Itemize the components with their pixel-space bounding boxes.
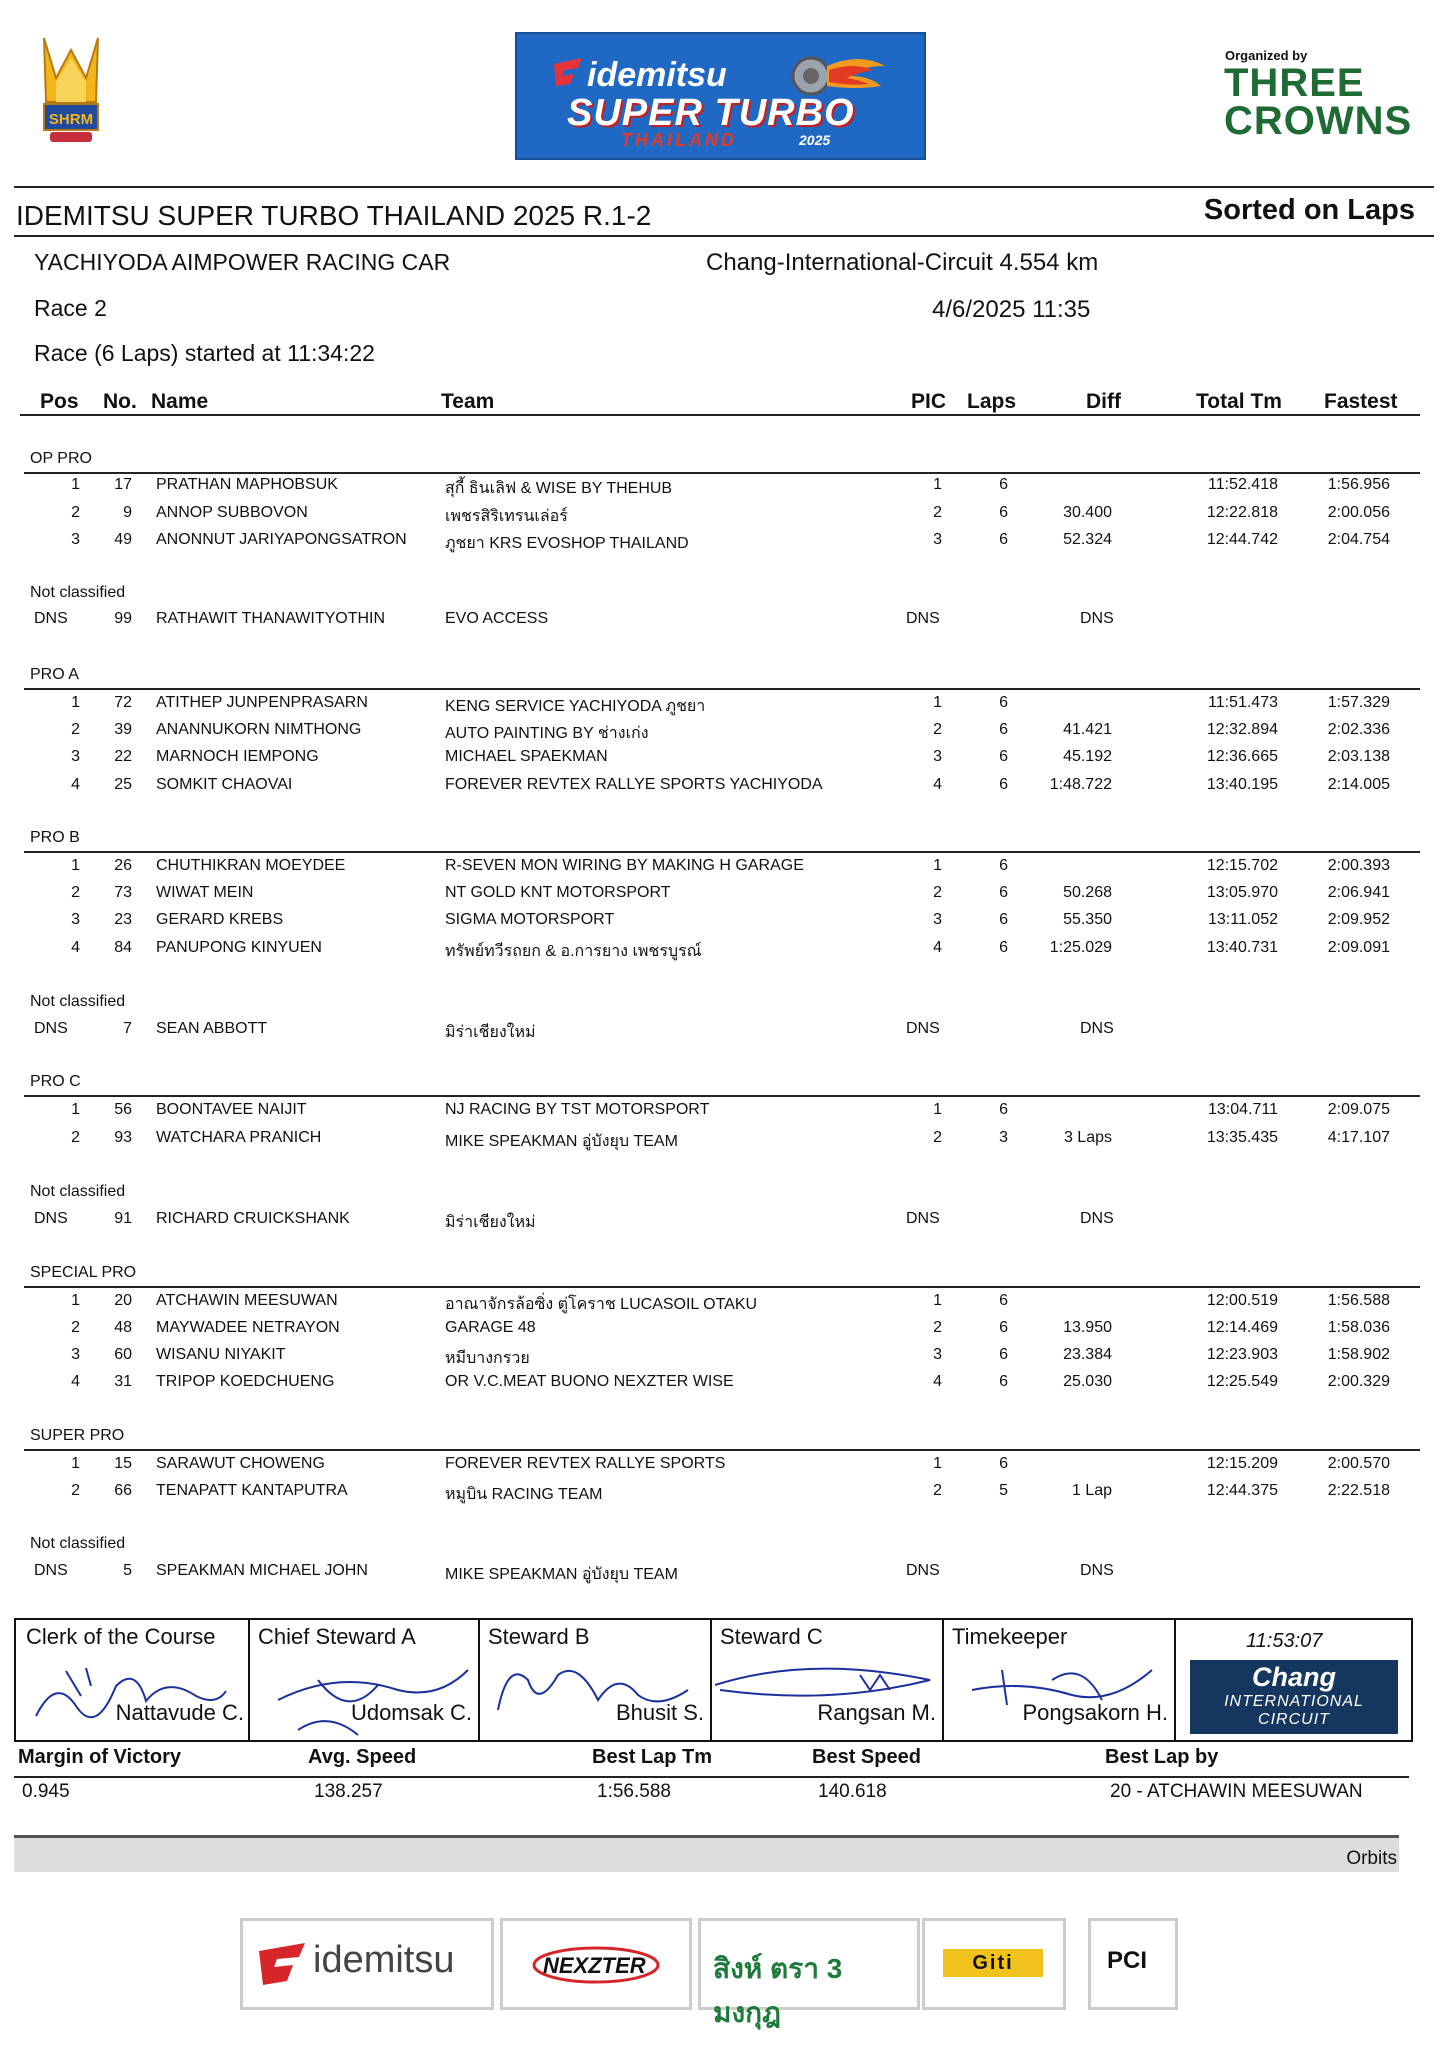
- group-rule: [24, 472, 1420, 474]
- cell-team: R-SEVEN MON WIRING BY MAKING H GARAGE: [445, 857, 804, 874]
- cell-fastest: 2:09.952: [1327, 911, 1390, 928]
- idemitsu-mark-icon: [552, 56, 584, 88]
- cell-pos: 1: [71, 476, 80, 493]
- cell-total: 12:00.519: [1206, 1292, 1278, 1309]
- group-rule: [24, 1449, 1420, 1451]
- cell-fastest: 2:03.138: [1327, 748, 1390, 765]
- cell-pic: DNS: [906, 610, 940, 627]
- cell-pos: 1: [71, 1101, 80, 1118]
- footer-bar: [14, 1838, 1399, 1872]
- cell-pos: 3: [71, 531, 80, 548]
- cell-name: RATHAWIT THANAWITYOTHIN: [156, 610, 386, 627]
- cell-total: 13:11.052: [1208, 911, 1278, 928]
- cell-no: 26: [114, 857, 132, 874]
- cell-total: 12:44.375: [1206, 1482, 1278, 1499]
- cell-fastest: 2:04.754: [1327, 531, 1390, 548]
- cell-pos: DNS: [34, 1210, 68, 1227]
- official-name: Udomsak C.: [350, 1700, 472, 1725]
- cell-team: KENG SERVICE YACHIYODA ภูชยา: [445, 698, 706, 715]
- cell-pic: 3: [933, 1346, 942, 1363]
- officials-box: [14, 1618, 1413, 1742]
- col-pic: PIC: [911, 390, 947, 413]
- cell-no: 5: [123, 1562, 132, 1579]
- signature-scribble-chief-steward: [258, 1650, 478, 1740]
- cell-pic: 1: [933, 1101, 942, 1118]
- cell-laps: 6: [999, 1455, 1008, 1472]
- cell-no: 56: [114, 1101, 132, 1118]
- cell-pos: 2: [71, 504, 80, 521]
- cell-name: PANUPONG KINYUEN: [156, 939, 322, 956]
- cell-no: 66: [114, 1482, 132, 1499]
- cell-pos: 1: [71, 1292, 80, 1309]
- cell-no: 23: [114, 911, 132, 928]
- cell-pic: 4: [933, 776, 942, 793]
- cell-total: 12:15.209: [1206, 1455, 1278, 1472]
- summary-rule: [14, 1776, 1409, 1778]
- sponsor-name: idemitsu: [313, 1939, 455, 1981]
- cell-name: BOONTAVEE NAIJIT: [156, 1101, 307, 1118]
- race-date: 4/6/2025 11:35: [932, 296, 1091, 323]
- col-fastest: Fastest: [1324, 390, 1398, 413]
- orbits-brand: Orbits: [1346, 1848, 1397, 1869]
- cell-team: ภูชยา KRS EVOSHOP THAILAND: [445, 535, 689, 552]
- cell-name: MAYWADEE NETRAYON: [156, 1319, 340, 1336]
- col-total: Total Tm: [1196, 390, 1282, 413]
- cell-diff: 55.350: [1063, 911, 1112, 928]
- cell-pos: DNS: [34, 610, 68, 627]
- cell-laps: 6: [999, 911, 1008, 928]
- cell-name: ANONNUT JARIYAPONGSATRON: [156, 531, 407, 548]
- cell-diff: DNS: [1080, 1020, 1114, 1037]
- cell-total: 12:36.665: [1206, 748, 1278, 765]
- circuit-name: Chang-International-Circuit 4.554 km: [706, 249, 1099, 276]
- cell-diff: DNS: [1080, 610, 1114, 627]
- cell-pos: 1: [71, 694, 80, 711]
- cell-team: MIKE SPEAKMAN อู่บังยุบ TEAM: [445, 1566, 678, 1583]
- official-name: Bhusit S.: [615, 1700, 704, 1725]
- sponsor-nexzter: [500, 1918, 692, 2010]
- cell-pos: 4: [71, 776, 80, 793]
- cell-fastest: 4:17.107: [1327, 1129, 1390, 1146]
- cell-laps: 6: [999, 1101, 1008, 1118]
- cell-pos: 2: [71, 1319, 80, 1336]
- cell-laps: 6: [999, 857, 1008, 874]
- cell-total: 13:40.195: [1206, 776, 1278, 793]
- column-header-rule: [20, 414, 1420, 416]
- cell-pic: 1: [933, 857, 942, 874]
- official-name: Pongsakorn H.: [1022, 1700, 1168, 1725]
- cell-name: GERARD KREBS: [156, 911, 284, 928]
- cell-team: MICHAEL SPAEKMAN: [445, 748, 608, 765]
- cell-pos: 2: [71, 721, 80, 738]
- cell-diff: 41.421: [1063, 721, 1112, 738]
- cell-pic: 1: [933, 476, 942, 493]
- cell-total: 12:22.818: [1206, 504, 1278, 521]
- cell-team: OR V.C.MEAT BUONO NEXZTER WISE: [445, 1373, 734, 1390]
- cell-fastest: 1:58.036: [1327, 1319, 1390, 1336]
- cell-fastest: 1:56.588: [1327, 1292, 1390, 1309]
- cell-diff: 1 Lap: [1071, 1482, 1112, 1499]
- shrm-logo: [38, 32, 104, 148]
- group-label: PRO B: [30, 829, 80, 846]
- not-classified-label: Not classified: [30, 1535, 126, 1552]
- cell-name: RICHARD CRUICKSHANK: [156, 1210, 350, 1227]
- not-classified-label: Not classified: [30, 584, 126, 601]
- cell-pic: 3: [933, 748, 942, 765]
- cell-fastest: 2:00.570: [1327, 1455, 1390, 1472]
- cell-fastest: 2:00.329: [1327, 1373, 1390, 1390]
- group-rule: [24, 1286, 1420, 1288]
- chang-logo-line1: INTERNATIONAL: [1224, 1693, 1364, 1710]
- group-label: PRO C: [30, 1073, 81, 1090]
- cell-name: ANANNUKORN NIMTHONG: [156, 721, 362, 738]
- cell-total: 11:52.418: [1208, 476, 1278, 493]
- cell-diff: 30.400: [1063, 504, 1112, 521]
- cell-laps: 6: [999, 1292, 1008, 1309]
- col-diff: Diff: [1086, 390, 1121, 413]
- cell-pic: 4: [933, 1373, 942, 1390]
- best-lap-by-value: 20 - ATCHAWIN MEESUWAN: [1110, 1781, 1363, 1802]
- cell-pos: 4: [71, 1373, 80, 1390]
- col-laps: Laps: [967, 390, 1017, 413]
- sponsor-name: Giti: [972, 1952, 1014, 1974]
- col-team: Team: [441, 390, 495, 413]
- sponsor-name: NEXZTER: [543, 1953, 646, 1978]
- avg-speed-value: 138.257: [314, 1781, 383, 1802]
- cell-fastest: 2:09.091: [1327, 939, 1390, 956]
- cell-pic: DNS: [906, 1020, 940, 1037]
- cell-name: TRIPOP KOEDCHUENG: [156, 1373, 335, 1390]
- cell-name: SARAWUT CHOWENG: [156, 1455, 325, 1472]
- race-label: Race 2: [34, 295, 107, 321]
- cell-no: 73: [114, 884, 132, 901]
- race-info: Race (6 Laps) started at 11:34:22: [34, 340, 375, 366]
- cell-diff: 52.324: [1063, 531, 1112, 548]
- thailand-text: THAILAND: [621, 130, 737, 150]
- group-label: PRO A: [30, 666, 79, 683]
- cell-name: SOMKIT CHAOVAI: [156, 776, 293, 793]
- col-pos: Pos: [40, 390, 79, 413]
- cell-team: NJ RACING BY TST MOTORSPORT: [445, 1101, 710, 1118]
- organized-by-label: Organized by: [1225, 48, 1308, 63]
- cell-diff: 23.384: [1063, 1346, 1112, 1363]
- title-rule: [14, 235, 1434, 237]
- cell-pos: 4: [71, 939, 80, 956]
- group-label: OP PRO: [30, 450, 92, 467]
- cell-diff: 3 Laps: [1063, 1129, 1112, 1146]
- cell-total: 11:51.473: [1208, 694, 1278, 711]
- cell-name: ATITHEP JUNPENPRASARN: [156, 694, 368, 711]
- cell-laps: 6: [999, 476, 1008, 493]
- cell-team: มิร่าเชียงใหม่: [445, 1024, 536, 1041]
- cell-fastest: 2:22.518: [1327, 1482, 1390, 1499]
- chang-logo-line2: CIRCUIT: [1258, 1711, 1330, 1728]
- official-role: Steward C: [720, 1624, 823, 1649]
- cell-name: WATCHARA PRANICH: [156, 1129, 322, 1146]
- cell-name: MARNOCH IEMPONG: [156, 748, 319, 765]
- cell-total: 12:32.894: [1206, 721, 1278, 738]
- cell-laps: 3: [999, 1129, 1008, 1146]
- cell-name: SPEAKMAN MICHAEL JOHN: [156, 1562, 368, 1579]
- cell-total: 12:15.702: [1206, 857, 1278, 874]
- cell-fastest: 1:58.902: [1327, 1346, 1390, 1363]
- official-name: Rangsan M.: [817, 1700, 936, 1725]
- cell-no: 49: [114, 531, 132, 548]
- cell-fastest: 2:02.336: [1327, 721, 1390, 738]
- cell-diff: 45.192: [1063, 748, 1112, 765]
- event-title: IDEMITSU SUPER TURBO THAILAND 2025 R.1-2: [16, 200, 652, 231]
- cell-laps: 6: [999, 531, 1008, 548]
- cell-laps: 6: [999, 1373, 1008, 1390]
- official-clerk: [16, 1620, 250, 1740]
- official-timekeeper: [942, 1620, 1176, 1740]
- cell-pic: 2: [933, 504, 942, 521]
- cell-diff: 50.268: [1063, 884, 1112, 901]
- cell-no: 72: [114, 694, 132, 711]
- cell-pic: 3: [933, 531, 942, 548]
- cell-laps: 6: [999, 1346, 1008, 1363]
- cell-pos: 3: [71, 911, 80, 928]
- best-speed-label: Best Speed: [812, 1746, 921, 1768]
- cell-team: MIKE SPEAKMAN อู่บังยุบ TEAM: [445, 1133, 678, 1150]
- cell-name: WISANU NIYAKIT: [156, 1346, 286, 1363]
- cell-no: 60: [114, 1346, 132, 1363]
- sponsor-giti: [922, 1918, 1066, 2010]
- cell-pic: 2: [933, 1319, 942, 1336]
- cell-fastest: 2:00.393: [1327, 857, 1390, 874]
- official-steward-b: [478, 1620, 712, 1740]
- avg-speed-label: Avg. Speed: [308, 1746, 417, 1768]
- cell-team: หมูบิน RACING TEAM: [445, 1486, 603, 1503]
- cell-no: 39: [114, 721, 132, 738]
- cell-laps: 6: [999, 884, 1008, 901]
- three-crowns-logo: [1224, 61, 1414, 143]
- cell-team: GARAGE 48: [445, 1319, 536, 1336]
- print-time: 11:53:07: [1246, 1630, 1323, 1652]
- cell-laps: 6: [999, 721, 1008, 738]
- logo-year: 2025: [799, 132, 831, 148]
- cell-laps: 6: [999, 1319, 1008, 1336]
- cell-total: 12:23.903: [1206, 1346, 1278, 1363]
- cell-no: 93: [114, 1129, 132, 1146]
- cell-name: TENAPATT KANTAPUTRA: [156, 1482, 348, 1499]
- cell-team: NT GOLD KNT MOTORSPORT: [445, 884, 671, 901]
- cell-team: ทรัพย์ทวีรถยก & อ.การยาง เพชรบูรณ์: [445, 943, 702, 960]
- cell-team: หมีบางกรวย: [445, 1350, 530, 1367]
- cell-name: ATCHAWIN MEESUWAN: [156, 1292, 338, 1309]
- group-label: SUPER PRO: [30, 1427, 125, 1444]
- col-no: No.: [103, 390, 137, 413]
- cell-pic: 2: [933, 1482, 942, 1499]
- group-label: SPECIAL PRO: [30, 1264, 137, 1281]
- cell-pos: 2: [71, 884, 80, 901]
- cell-fastest: 1:56.956: [1327, 476, 1390, 493]
- sort-label: Sorted on Laps: [1203, 194, 1415, 226]
- cell-team: EVO ACCESS: [445, 610, 549, 627]
- idemitsu-brand: idemitsu: [587, 56, 727, 94]
- class-name: YACHIYODA AIMPOWER RACING CAR: [34, 249, 451, 275]
- group-rule: [24, 688, 1420, 690]
- cell-laps: 6: [999, 748, 1008, 765]
- cell-no: 7: [123, 1020, 132, 1037]
- cell-total: 12:44.742: [1206, 531, 1278, 548]
- cell-diff: 1:48.722: [1049, 776, 1112, 793]
- best-lap-by-label: Best Lap by: [1105, 1746, 1219, 1768]
- cell-pic: 2: [933, 884, 942, 901]
- cell-diff: DNS: [1080, 1562, 1114, 1579]
- cell-total: 13:05.970: [1206, 884, 1278, 901]
- cell-pos: DNS: [34, 1562, 68, 1579]
- cell-team: FOREVER REVTEX RALLYE SPORTS YACHIYODA: [445, 776, 823, 793]
- cell-total: 13:35.435: [1206, 1129, 1278, 1146]
- cell-team: อาณาจักรล้อซิ่ง ตู่โคราช LUCASOIL OTAKU: [445, 1296, 758, 1313]
- cell-no: 22: [114, 748, 132, 765]
- cell-laps: 6: [999, 776, 1008, 793]
- cell-name: WIWAT MEIN: [156, 884, 254, 901]
- official-role: Steward B: [488, 1624, 590, 1649]
- cell-no: 9: [123, 504, 132, 521]
- official-role: Clerk of the Course: [26, 1624, 216, 1649]
- cell-pic: 4: [933, 939, 942, 956]
- cell-fastest: 2:14.005: [1327, 776, 1390, 793]
- cell-no: 20: [114, 1292, 132, 1309]
- cell-team: สุกี้ ธินเลิฟ & WISE BY THEHUB: [445, 480, 673, 497]
- cell-pos: 2: [71, 1129, 80, 1146]
- margin-value: 0.945: [22, 1781, 70, 1802]
- chang-logo-name: Chang: [1252, 1662, 1336, 1692]
- cell-no: 25: [114, 776, 132, 793]
- cell-fastest: 2:00.056: [1327, 504, 1390, 521]
- cell-team: SIGMA MOTORSPORT: [445, 911, 615, 928]
- idemitsu-mark-icon: [257, 1941, 307, 1987]
- cell-pos: DNS: [34, 1020, 68, 1037]
- cell-total: 12:25.549: [1206, 1373, 1278, 1390]
- cell-diff: 1:25.029: [1049, 939, 1112, 956]
- cell-diff: DNS: [1080, 1210, 1114, 1227]
- group-rule: [24, 1095, 1420, 1097]
- cell-pos: 1: [71, 857, 80, 874]
- cell-pic: 3: [933, 911, 942, 928]
- sponsor-singha: [698, 1918, 920, 2028]
- super-turbo-text: SUPER TURBO: [567, 92, 855, 134]
- idemitsu-super-turbo-logo: [515, 32, 926, 160]
- cell-pic: 2: [933, 721, 942, 738]
- cell-fastest: 2:06.941: [1327, 884, 1390, 901]
- sponsor-name: สิงห์ ตรา 3 มงกุฎ: [713, 1953, 843, 2028]
- cell-laps: 5: [999, 1482, 1008, 1499]
- cell-pos: 3: [71, 748, 80, 765]
- cell-name: PRATHAN MAPHOBSUK: [156, 476, 338, 493]
- sponsor-pci: [1088, 1918, 1178, 2010]
- sponsor-idemitsu: [240, 1918, 494, 2010]
- cell-name: ANNOP SUBBOVON: [156, 504, 308, 521]
- cell-name: CHUTHIKRAN MOEYDEE: [156, 857, 346, 874]
- cell-pos: 3: [71, 1346, 80, 1363]
- official-chief-steward: [248, 1620, 480, 1740]
- cell-no: 84: [114, 939, 132, 956]
- cell-team: เพชรสิริเทรนเล่อร์: [445, 508, 568, 525]
- not-classified-label: Not classified: [30, 1183, 126, 1200]
- official-role: Timekeeper: [952, 1624, 1068, 1649]
- giti-badge: [943, 1949, 1043, 1977]
- cell-pos: 1: [71, 1455, 80, 1472]
- not-classified-label: Not classified: [30, 993, 126, 1010]
- sponsor-name: PCI: [1107, 1947, 1148, 1974]
- cell-team: FOREVER REVTEX RALLYE SPORTS: [445, 1455, 726, 1472]
- cell-no: 99: [114, 610, 132, 627]
- cell-no: 48: [114, 1319, 132, 1336]
- cell-laps: 6: [999, 939, 1008, 956]
- cell-pic: DNS: [906, 1210, 940, 1227]
- chang-circuit-logo: [1190, 1660, 1398, 1734]
- cell-total: 13:04.711: [1208, 1101, 1278, 1118]
- cell-diff: 13.950: [1063, 1319, 1112, 1336]
- margin-label: Margin of Victory: [18, 1746, 181, 1768]
- print-time-cell: [1174, 1620, 1411, 1740]
- cell-no: 91: [114, 1210, 132, 1227]
- cell-diff: 25.030: [1063, 1373, 1112, 1390]
- cell-pic: 1: [933, 1455, 942, 1472]
- cell-pic: 1: [933, 1292, 942, 1309]
- cell-no: 15: [114, 1455, 132, 1472]
- official-steward-c: [710, 1620, 944, 1740]
- cell-fastest: 2:09.075: [1327, 1101, 1390, 1118]
- best-lap-value: 1:56.588: [597, 1781, 671, 1802]
- cell-fastest: 1:57.329: [1327, 694, 1390, 711]
- header-rule: [14, 186, 1434, 188]
- cell-total: 12:14.469: [1206, 1319, 1278, 1336]
- cell-pic: DNS: [906, 1562, 940, 1579]
- group-rule: [24, 851, 1420, 853]
- svg-text:SHRM: SHRM: [48, 111, 94, 128]
- cell-total: 13:40.731: [1206, 939, 1278, 956]
- cell-pos: 2: [71, 1482, 80, 1499]
- best-lap-label: Best Lap Tm: [592, 1746, 713, 1768]
- cell-laps: 6: [999, 694, 1008, 711]
- col-name: Name: [151, 390, 209, 413]
- cell-no: 17: [114, 476, 132, 493]
- cell-pic: 2: [933, 1129, 942, 1146]
- three-crowns-text: THREE CROWNS: [1224, 61, 1413, 143]
- official-name: Nattavude C.: [115, 1700, 244, 1725]
- cell-pic: 1: [933, 694, 942, 711]
- cell-name: SEAN ABBOTT: [156, 1020, 268, 1037]
- cell-team: AUTO PAINTING BY ช่างเก่ง: [445, 725, 649, 742]
- cell-team: มิร่าเชียงใหม่: [445, 1214, 536, 1231]
- best-speed-value: 140.618: [818, 1781, 887, 1802]
- cell-no: 31: [114, 1373, 132, 1390]
- cell-laps: 6: [999, 504, 1008, 521]
- official-role: Chief Steward A: [258, 1624, 416, 1649]
